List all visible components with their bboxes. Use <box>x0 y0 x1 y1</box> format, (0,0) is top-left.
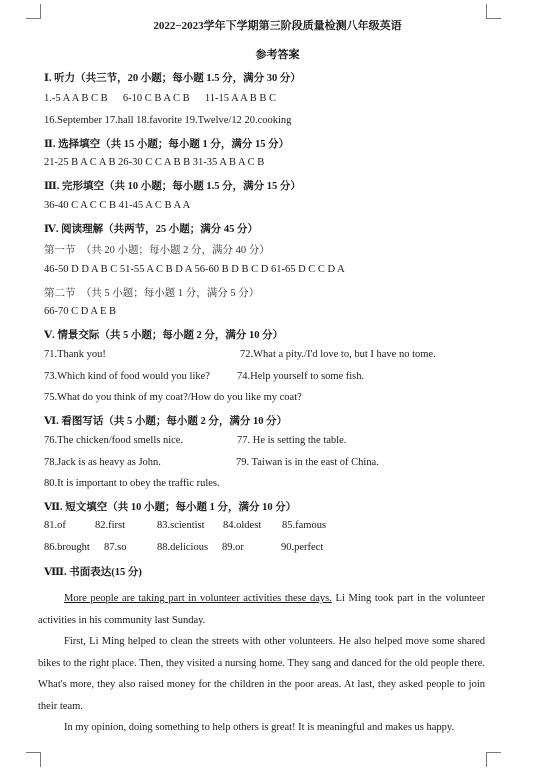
answer-77: 77. He is setting the table. <box>237 435 347 446</box>
essay-topic-sentence: More people are taking part in volunteer activities these days. <box>64 593 332 604</box>
answer-83: 83.scientist <box>157 520 205 531</box>
answer-74: 74.Help yourself to some fish. <box>237 371 365 382</box>
section-8-heading: Ⅷ. 书面表达(15 分) <box>44 567 142 578</box>
answer-87: 87.so <box>104 542 127 553</box>
section-1-heading: Ⅰ. 听力（共三节，20 小题；每小题 1.5 分，满分 30 分） <box>44 73 301 84</box>
answer-86: 86.brought <box>44 542 90 553</box>
section-4-part-2-heading: 第二节 （共 5 小题；每小题 1 分，满分 5 分） <box>44 288 260 299</box>
answer-75: 75.What do you think of my coat?/How do you like my coat? <box>44 392 302 403</box>
answers-11-15: 11-15 A A B B C <box>204 93 277 104</box>
answers-1-5: 1.-5 A A B C B <box>44 93 108 104</box>
section-1-answers-line-2: 16.September 17.hall 18.favorite 19.Twelve/12 20.cooking <box>44 115 292 126</box>
section-4-part-1-answers: 46-50 D D A B C 51-55 A C B D A 56-60 B D B C D 61-65 D C C D A <box>44 264 345 275</box>
essay-paragraph-3-text: In my opinion, doing something to help others is great! It is meaningful and makes us happy. <box>64 722 455 733</box>
answers-6-10: 6-10 C B A C B <box>122 93 190 104</box>
essay-paragraph-3 <box>38 717 485 739</box>
document-subtitle: 参考答案 <box>255 49 300 61</box>
section-3-answers: 36-40 C A C C B 41-45 A C B A A <box>44 200 191 211</box>
section-7-heading: Ⅶ. 短文填空（共 10 小题；每小题 1 分，满分 10 分） <box>44 502 297 513</box>
essay-paragraph-1 <box>38 588 485 631</box>
answer-88: 88.delicious <box>157 542 209 553</box>
answer-90: 90.perfect <box>281 542 324 553</box>
answer-85: 85.famous <box>282 520 327 531</box>
crop-mark-bottom-left <box>26 752 41 767</box>
section-2-answers: 21-25 B A C A B 26-30 C C A B B 31-35 A B A C B <box>44 157 265 168</box>
answer-81: 81.of <box>44 520 66 531</box>
document-title: 2022−2023学年下学期第三阶段质量检测八年级英语 <box>153 20 402 32</box>
section-4-part-1-heading: 第一节 （共 20 小题；每小题 2 分，满分 40 分） <box>44 245 270 256</box>
essay-paragraph-2 <box>38 631 485 717</box>
section-5-heading: Ⅴ. 情景交际（共 5 小题；每小题 2 分，满分 10 分） <box>44 330 284 341</box>
answer-79: 79. Taiwan is in the east of China. <box>236 457 379 468</box>
section-2-heading: Ⅱ. 选择填空（共 15 小题；每小题 1 分，满分 15 分） <box>44 139 290 150</box>
essay-paragraph-2-text: First, Li Ming helped to clean the streets with other volunteers. He also helped move some shared bikes to the right place. Then, they visited a nursing home. They sang and danced for the old people there. What's more, they also raised money for the children in the poor areas. At last, they asked people to join their team. <box>38 636 485 712</box>
answer-80: 80.It is important to obey the traffic rules. <box>44 478 220 489</box>
answer-71: 71.Thank you! <box>44 349 106 360</box>
answer-84: 84.oldest <box>223 520 262 531</box>
essay-paragraph-1-rest: Li Ming took part in the volunteer activities in his community last Sunday. <box>38 593 485 626</box>
answer-82: 82.first <box>95 520 126 531</box>
section-4-heading: Ⅳ. 阅读理解（共两节，25 小题；满分 45 分） <box>44 224 259 235</box>
answer-89: 89.or <box>222 542 244 553</box>
crop-mark-bottom-right <box>486 752 501 767</box>
section-3-heading: Ⅲ. 完形填空（共 10 小题；每小题 1.5 分，满分 15 分） <box>44 181 301 192</box>
section-4-part-2-answers: 66-70 C D A E B <box>44 306 117 317</box>
section-6-heading: Ⅵ. 看图写话（共 5 小题；每小题 2 分，满分 10 分） <box>44 416 288 427</box>
answer-73: 73.Which kind of food would you like? <box>44 371 210 382</box>
section-1-answers-line-1 <box>44 93 276 104</box>
answer-78: 78.Jack is as heavy as John. <box>44 457 161 468</box>
answer-72: 72.What a pity./I'd love to, but I have no tome. <box>240 349 436 360</box>
answer-76: 76.The chicken/food smells nice. <box>44 435 184 446</box>
